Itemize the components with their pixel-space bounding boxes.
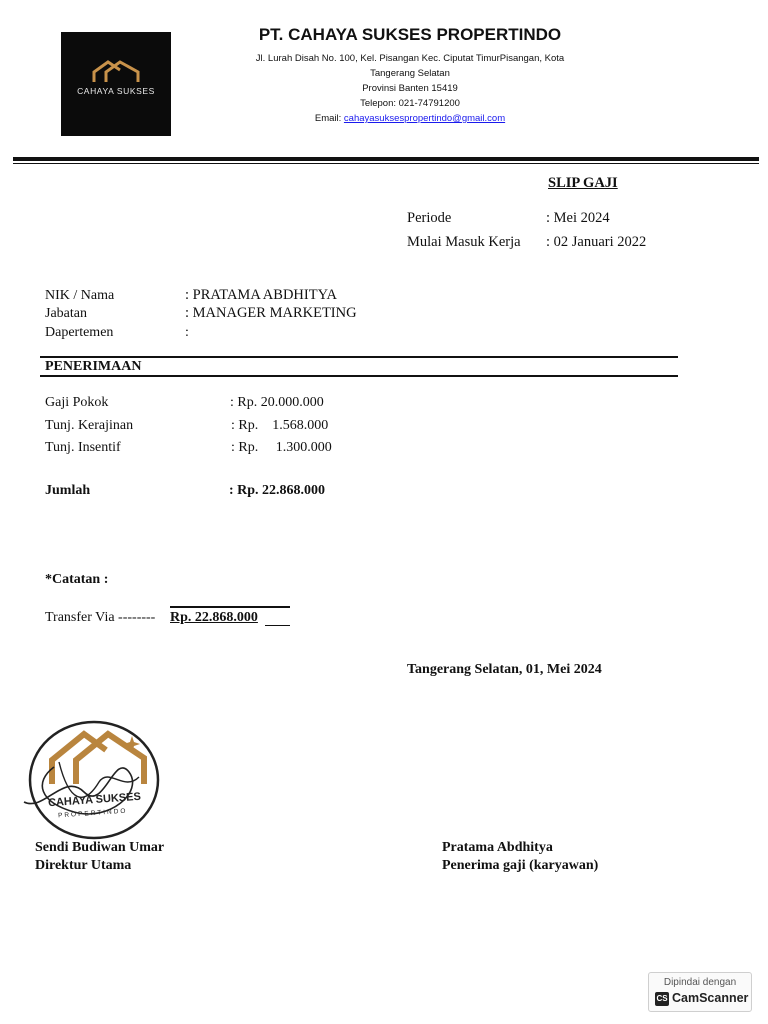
- transfer-underline-tail: [265, 625, 290, 626]
- item-label: Tunj. Kerajinan: [45, 418, 134, 433]
- header-divider-thick: [13, 157, 759, 161]
- logo-text: CAHAYA SUKSES: [77, 86, 155, 96]
- stamp-text-bottom: PROPERTINDO: [57, 807, 128, 820]
- stamp-seal-icon: [14, 712, 164, 842]
- dept-value: :: [185, 325, 189, 340]
- email-link[interactable]: cahayasuksespropertindo@gmail.com: [343, 113, 506, 124]
- camscanner-icon: CS: [655, 992, 669, 1006]
- dept-label: Dapertemen: [45, 325, 114, 340]
- scanner-caption: Dipindai dengan: [663, 977, 737, 988]
- address-line-3: Provinsi Banten 15419: [362, 83, 458, 94]
- signer-right-role: Penerima gaji (karyawan): [442, 858, 599, 873]
- item-value: : Rp. 20.000.000: [230, 395, 324, 410]
- item-label: Tunj. Insentif: [45, 440, 121, 455]
- signer-left-role: Direktur Utama: [35, 858, 132, 873]
- periode-value: : Mei 2024: [546, 210, 610, 226]
- mulai-value: : 02 Januari 2022: [546, 234, 647, 250]
- transfer-label: Transfer Via --------: [45, 610, 156, 625]
- penerimaan-top-line: [40, 356, 678, 358]
- email-line: [190, 111, 630, 126]
- scanner-name: CamScanner: [672, 991, 749, 1005]
- house-roof-icon: [90, 58, 142, 84]
- address-line-1: Jl. Lurah Disah No. 100, Kel. Pisangan Kec. Ciputat TimurPisangan, Kota: [255, 53, 565, 64]
- company-stamp: [14, 712, 164, 842]
- transfer-value: Rp. 22.868.000: [170, 610, 258, 625]
- slip-title: SLIP GAJI: [548, 175, 618, 191]
- address-line-2: Tangerang Selatan: [370, 68, 450, 79]
- penerimaan-bottom-line: [40, 375, 678, 377]
- periode-label: Periode: [407, 210, 452, 226]
- jabatan-value: : MANAGER MARKETING: [185, 305, 357, 321]
- signer-left-name: Sendi Budiwan Umar: [35, 840, 165, 855]
- stamp-text-top: CAHAYA SUKSES: [47, 790, 142, 810]
- nik-label: NIK / Nama: [45, 288, 115, 303]
- penerimaan-heading: PENERIMAAN: [45, 359, 142, 374]
- total-label: Jumlah: [45, 483, 91, 498]
- email-label: Email:: [314, 113, 344, 124]
- camscanner-badge: [648, 972, 752, 1012]
- signer-right-name: Pratama Abdhitya: [442, 840, 553, 855]
- place-date: Tangerang Selatan, 01, Mei 2024: [407, 662, 602, 677]
- nik-value: : PRATAMA ABDHITYA: [185, 287, 337, 303]
- total-value: : Rp. 22.868.000: [229, 483, 326, 498]
- catatan-heading: *Catatan :: [45, 572, 109, 587]
- item-label: Gaji Pokok: [45, 395, 109, 410]
- mulai-label: Mulai Masuk Kerja: [407, 234, 521, 250]
- jabatan-label: Jabatan: [45, 306, 87, 321]
- company-name: PT. CAHAYA SUKSES PROPERTINDO: [258, 25, 562, 44]
- header-divider-thin: [13, 163, 759, 164]
- item-value: : Rp. 1.568.000: [231, 418, 329, 433]
- phone: Telepon: 021-74791200: [360, 98, 460, 109]
- transfer-top-line: [170, 606, 290, 608]
- item-value: : Rp. 1.300.000: [231, 440, 332, 455]
- company-logo: [61, 32, 171, 136]
